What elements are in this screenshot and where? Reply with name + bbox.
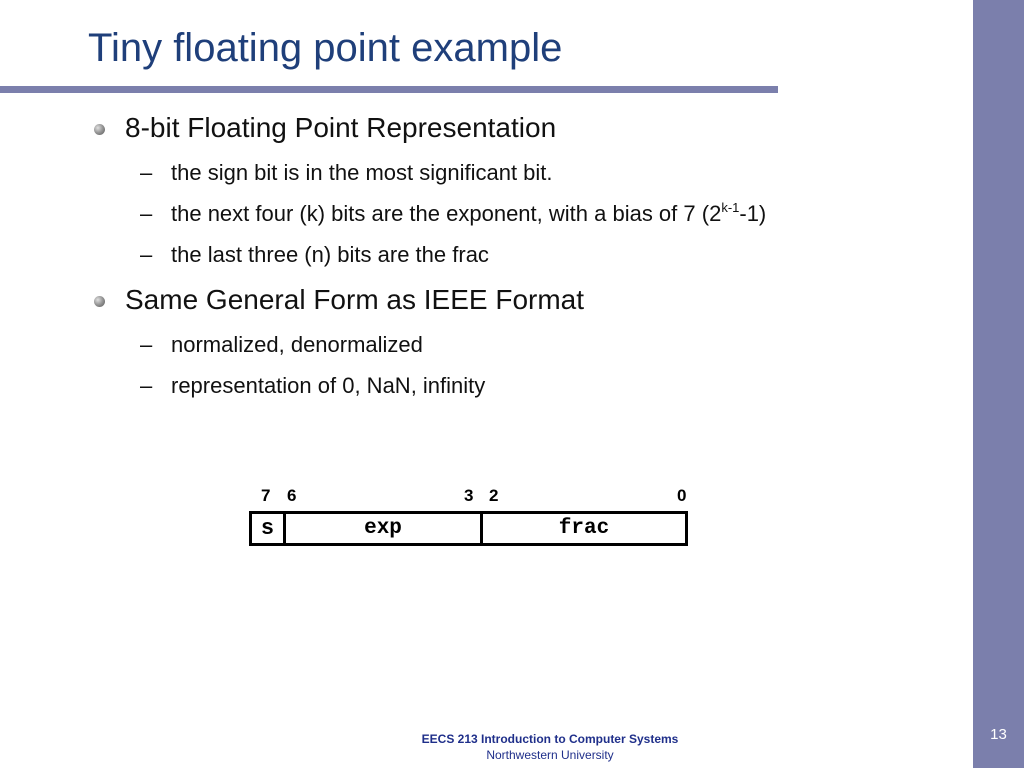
title-underline-rule — [0, 86, 778, 93]
sub-bullet-text: representation of 0, NaN, infinity — [171, 373, 486, 398]
slide-number: 13 — [990, 726, 1007, 743]
sub-bullet-2-1 — [140, 332, 423, 358]
dash-marker: – — [140, 242, 153, 267]
sub-bullet-1-1 — [140, 160, 553, 186]
bit-label-7: 7 — [261, 486, 271, 505]
exp-field: exp — [283, 511, 483, 546]
sub-bullet-text-end: -1) — [739, 201, 767, 226]
sub-bullet-1-2 — [140, 201, 766, 227]
slide-title: Tiny floating point example — [88, 26, 563, 70]
dash-marker: – — [140, 160, 153, 185]
superscript: k-1 — [721, 200, 740, 215]
frac-field: frac — [480, 511, 688, 546]
dash-marker: – — [140, 332, 153, 357]
bullet-marker-1 — [94, 124, 105, 135]
sub-bullet-text: the sign bit is in the most significant bit. — [171, 160, 553, 185]
bit-label-2: 2 — [489, 486, 499, 505]
bullet-item-1: 8-bit Floating Point Representation — [125, 112, 557, 143]
sub-bullet-2-2 — [140, 373, 485, 399]
sub-bullet-text: the next four (k) bits are the exponent, with a bias of 7 (2 — [171, 201, 722, 226]
side-accent-band — [973, 0, 1024, 768]
dash-marker: – — [140, 201, 153, 226]
sub-bullet-1-3 — [140, 242, 489, 268]
bullet-item-2: Same General Form as IEEE Format — [125, 284, 585, 315]
bit-label-0: 0 — [677, 486, 687, 505]
dash-marker: – — [140, 373, 153, 398]
bit-label-6: 6 — [287, 486, 297, 505]
footer-university: Northwestern University — [486, 748, 614, 762]
sub-bullet-text: normalized, denormalized — [171, 332, 423, 357]
bullet-marker-2 — [94, 296, 105, 307]
sign-field: s — [249, 511, 286, 546]
bit-label-3: 3 — [464, 486, 474, 505]
sub-bullet-text: the last three (n) bits are the frac — [171, 242, 489, 267]
footer-course: EECS 213 Introduction to Computer Systems — [421, 732, 679, 746]
